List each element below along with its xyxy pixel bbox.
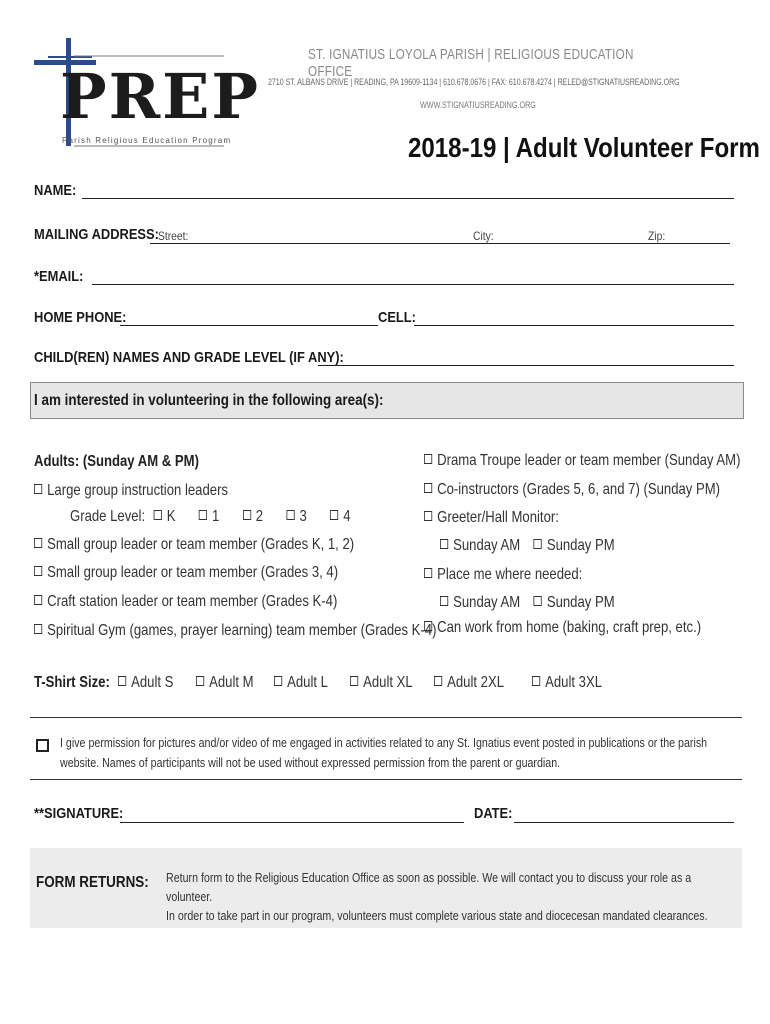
grade-option-k[interactable]: K: [154, 508, 176, 525]
place-sunday-am[interactable]: Sunday AM: [440, 594, 520, 611]
option-place-me[interactable]: Place me where needed:: [424, 566, 582, 584]
option-large-group[interactable]: Large group instruction leaders: [34, 482, 228, 500]
parish-website: WWW.STIGNATIUSREADING.ORG: [420, 100, 536, 110]
cell-label: CELL:: [378, 309, 416, 326]
tshirt-adult-xl[interactable]: Adult XL: [350, 674, 413, 692]
permission-checkbox[interactable]: [36, 739, 49, 752]
cell-field[interactable]: [414, 325, 734, 326]
home-phone-label: HOME PHONE:: [34, 309, 127, 326]
adults-heading: Adults: (Sunday AM & PM): [34, 453, 199, 470]
place-me-times: [440, 594, 615, 612]
email-label: *EMAIL:: [34, 268, 84, 285]
tshirt-adult-3xl[interactable]: Adult 3XL: [532, 674, 602, 692]
section-title: I am interested in volunteering in the following area(s):: [34, 392, 384, 409]
option-work-from-home[interactable]: Can work from home (baking, craft prep, etc.): [424, 619, 701, 637]
address-field[interactable]: [150, 243, 730, 244]
greeter-times: [440, 537, 615, 555]
tshirt-adult-2xl[interactable]: Adult 2XL: [434, 674, 504, 692]
place-sunday-pm[interactable]: Sunday PM: [534, 594, 615, 611]
grade-option-1[interactable]: 1: [199, 508, 219, 525]
date-label: DATE:: [474, 805, 513, 822]
street-label: Street:: [158, 229, 189, 243]
returns-line-2: In order to take part in our program, volunteers must complete various state and diocecesan mandated clearances.: [166, 908, 708, 923]
option-small-group-34[interactable]: Small group leader or team member (Grades 3, 4): [34, 564, 338, 582]
greeter-sunday-am[interactable]: Sunday AM: [440, 537, 520, 554]
checkbox[interactable]: [34, 484, 42, 494]
grade-level-row: [70, 508, 351, 526]
returns-line-1: Return form to the Religious Education Office as soon as possible. We will contact you to discuss your role as a volunteer.: [166, 870, 692, 904]
city-label: City:: [473, 229, 494, 243]
option-spiritual-gym[interactable]: Spiritual Gym (games, prayer learning) team member (Grades K-4): [34, 622, 436, 640]
form-returns-text: [166, 868, 740, 925]
children-field[interactable]: [318, 365, 734, 366]
greeter-sunday-pm[interactable]: Sunday PM: [534, 537, 615, 554]
grade-option-4[interactable]: 4: [330, 508, 350, 525]
date-field[interactable]: [514, 822, 734, 823]
form-returns-label: FORM RETURNS:: [36, 874, 149, 891]
option-small-group-k12[interactable]: Small group leader or team member (Grades K, 1, 2): [34, 536, 354, 554]
option-drama[interactable]: Drama Troupe leader or team member (Sunday AM): [424, 452, 740, 470]
option-coinstructors[interactable]: Co-instructors (Grades 5, 6, and 7) (Sunday PM): [424, 481, 720, 499]
option-greeter[interactable]: Greeter/Hall Monitor:: [424, 509, 559, 527]
home-phone-field[interactable]: [120, 325, 378, 326]
children-label: CHILD(REN) NAMES AND GRADE LEVEL (IF ANY):: [34, 349, 344, 366]
tshirt-adult-l[interactable]: Adult L: [274, 674, 328, 692]
divider-bottom: [30, 779, 742, 780]
tshirt-label: T-Shirt Size:: [34, 674, 110, 691]
logo-subtitle: Parish Religious Education Program: [62, 136, 232, 145]
signature-field[interactable]: [120, 822, 464, 823]
email-field[interactable]: [92, 284, 734, 285]
name-label: NAME:: [34, 182, 77, 199]
tshirt-adult-m[interactable]: Adult M: [196, 674, 254, 692]
tshirt-adult-s[interactable]: Adult S: [118, 674, 173, 692]
grade-option-2[interactable]: 2: [243, 508, 263, 525]
divider-top: [30, 717, 742, 718]
permission-text: I give permission for pictures and/or video of me engaged in activities related to any St. Ignatius event posted in publications or the parish website. Names of participants will not be used without expressed permission from the parent or guardian.: [60, 735, 708, 770]
parish-address: 2710 ST. ALBANS DRIVE | READING, PA 19609-1134 | 610.678.0676 | FAX: 610.678.4274 | RELED@STIGNATIUSREADING.ORG: [268, 77, 680, 87]
grade-option-3[interactable]: 3: [286, 508, 306, 525]
mailing-label: MAILING ADDRESS:: [34, 226, 159, 243]
parish-header: ST. IGNATIUS LOYOLA PARISH | RELIGIOUS EDUCATION OFFICE: [308, 46, 634, 80]
logo-text: PREP: [60, 60, 261, 133]
name-field[interactable]: [82, 198, 734, 199]
option-craft-station[interactable]: Craft station leader or team member (Grades K-4): [34, 593, 337, 611]
signature-label: **SIGNATURE:: [34, 805, 124, 822]
grade-level-label: Grade Level:: [70, 508, 146, 525]
form-title: 2018-19 | Adult Volunteer Form: [408, 132, 760, 163]
zip-label: Zip:: [648, 229, 666, 243]
